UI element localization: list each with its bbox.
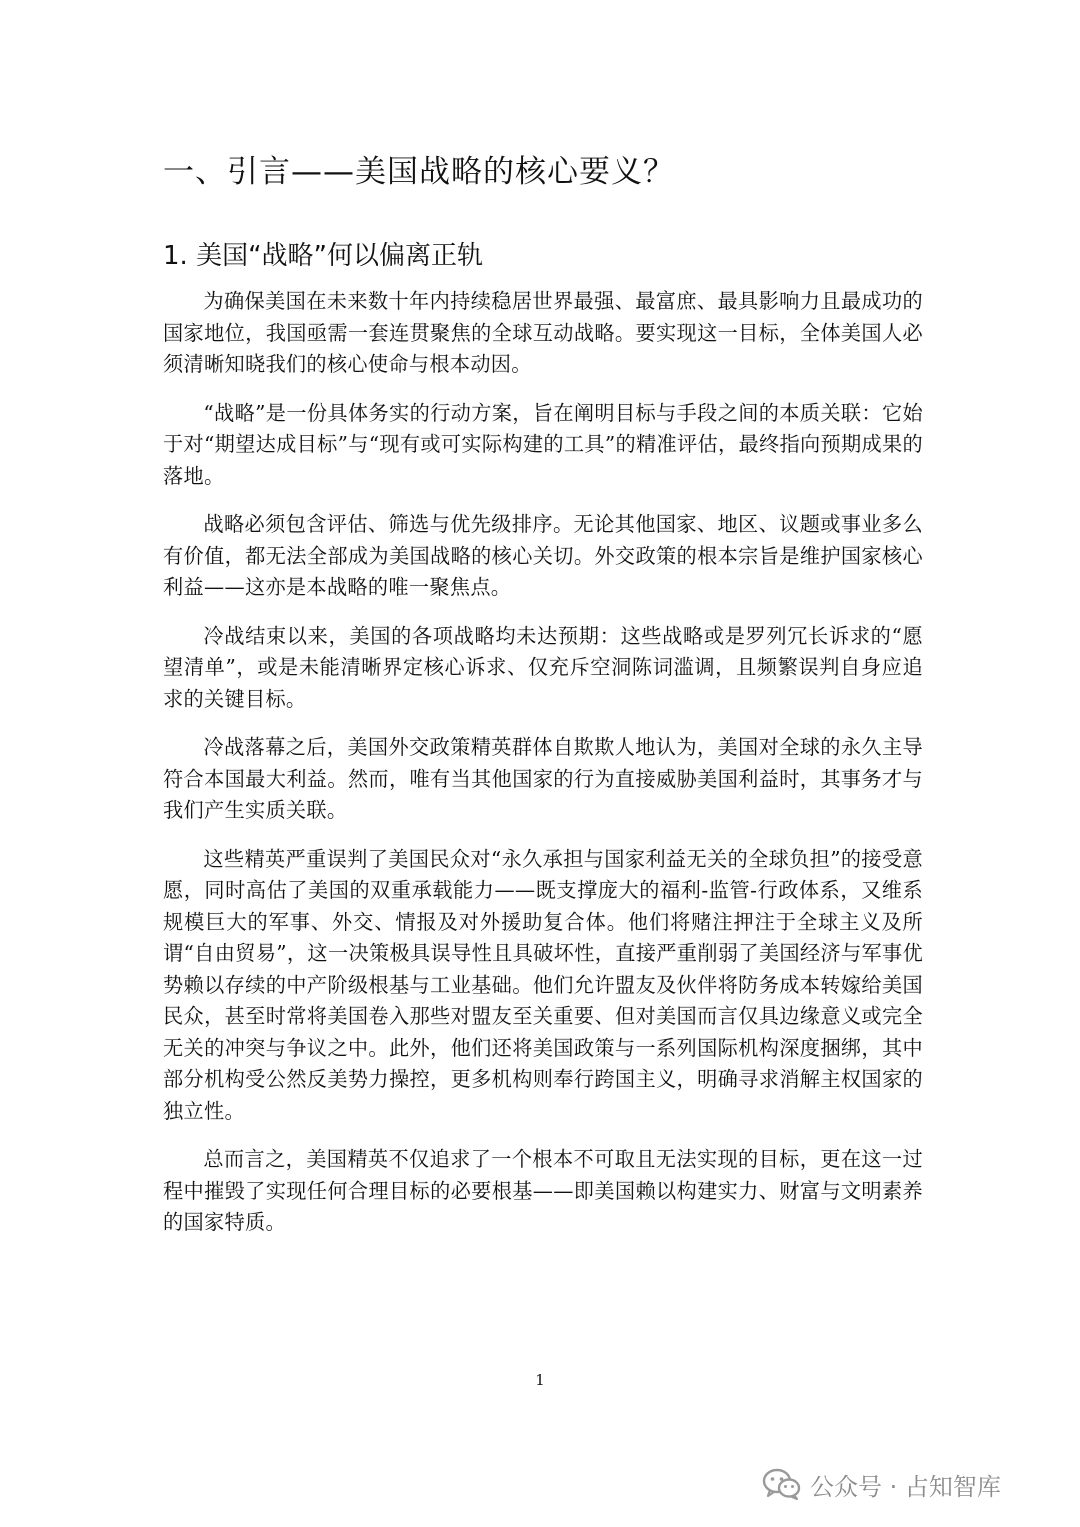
page-number: 1 xyxy=(535,1371,545,1389)
paragraph: 冷战结束以来，美国的各项战略均未达预期：这些战略或是罗列冗长诉求的“愿望清单”，或是未能清晰界定核心诉求、仅充斥空洞陈词滥调，且频繁误判自身应追求的关键目标。 xyxy=(163,623,923,711)
paragraph: “战略”是一份具体务实的行动方案，旨在阐明目标与手段之间的本质关联：它始于对“期望达成目标”与“现有或可实际构建的工具”的精准评估，最终指向预期成果的落地。 xyxy=(163,400,923,488)
body-text xyxy=(163,286,923,1256)
paragraph: 冷战落幕之后，美国外交政策精英群体自欺欺人地认为，美国对全球的永久主导符合本国最大利益。然而，唯有当其他国家的行为直接威胁美国利益时，其事务才与我们产生实质关联。 xyxy=(163,735,923,822)
paragraph: 这些精英严重误判了美国民众对“永久承担与国家利益无关的全球负担”的接受意愿，同时高估了美国的双重承载能力——既支撑庞大的福利-监管-行政体系，又维系规模巨大的军事、外交、情报及对外援助复合体。他们将赌注押注于全球主义及所谓“自由贸易”，这一决策极具误导性且具破坏性，直接严重削弱了美国经济与军事优势赖以存续的中产阶级根基与工业基础。他们允许盟友及伙伴将防务成本转嫁给美国民众，甚至时常将美国卷入那些对盟友至关重要、但对美国而言仅具边缘意义或完全无关的冲突与争议之中。此外，他们还将美国政策与一系列国际机构深度捆绑，其中部分机构受公然反美势力操控，更多机构则奉行跨国主义，明确寻求消解主权国家的独立性。 xyxy=(163,846,923,1123)
section-heading: 一、引言——美国战略的核心要义？ xyxy=(163,154,675,190)
subsection-heading: 1. 美国“战略”何以偏离正轨 xyxy=(163,241,484,271)
watermark xyxy=(762,1462,1001,1506)
paragraph: 战略必须包含评估、筛选与优先级排序。无论其他国家、地区、议题或事业多么有价值，都无法全部成为美国战略的核心关切。外交政策的根本宗旨是维护国家核心利益——这亦是本战略的唯一聚焦点。 xyxy=(163,512,923,599)
wechat-icon xyxy=(762,1467,802,1501)
watermark-text: 公众号 · 占知智库 xyxy=(810,1472,1001,1501)
paragraph: 为确保美国在未来数十年内持续稳居世界最强、最富庶、最具影响力且最成功的国家地位，我国亟需一套连贯聚焦的全球互动战略。要实现这一目标，全体美国人必须清晰知晓我们的核心使命与根本动因。 xyxy=(163,289,923,376)
paragraph: 总而言之，美国精英不仅追求了一个根本不可取且无法实现的目标，更在这一过程中摧毁了实现任何合理目标的必要根基——即美国赖以构建实力、财富与文明素养的国家特质。 xyxy=(163,1147,923,1234)
